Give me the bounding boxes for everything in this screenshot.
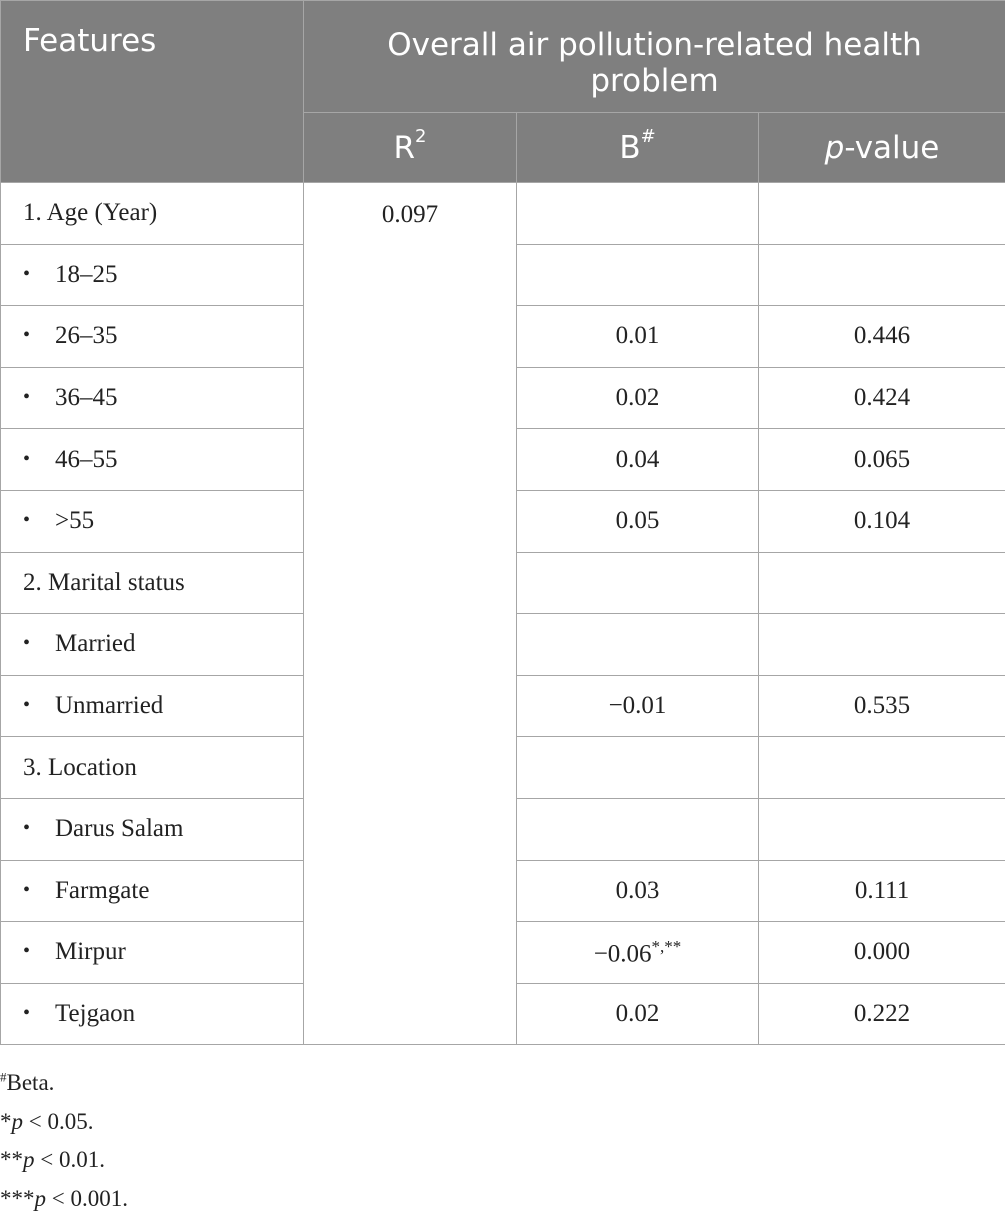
feature-label: 26–35 — [55, 322, 118, 350]
p-value-cell: 0.535 — [759, 675, 1005, 737]
beta-cell — [517, 367, 759, 429]
feature-cell — [1, 552, 304, 614]
feature-label: 3. Location — [23, 753, 137, 781]
bullet-icon: • — [23, 1002, 31, 1025]
feature-cell — [1, 306, 304, 368]
beta-value: 0.01 — [615, 322, 660, 350]
feature-label: Farmgate — [55, 876, 150, 904]
feature-label: 36–45 — [55, 384, 118, 412]
beta-cell — [517, 306, 759, 368]
bullet-icon: • — [23, 324, 31, 347]
p-value-cell — [759, 614, 1005, 676]
beta-cell — [517, 983, 759, 1045]
beta-cell — [517, 737, 759, 799]
table-body — [1, 183, 1005, 1045]
p-value-cell — [759, 183, 1005, 245]
p-value-cell: 0.111 — [759, 860, 1005, 922]
feature-cell — [1, 983, 304, 1045]
beta-value: 0.02 — [615, 1000, 660, 1028]
significance-marker: *,** — [651, 936, 682, 956]
beta-value: 0.02 — [615, 384, 660, 412]
beta-value: 0.04 — [615, 445, 660, 473]
beta-value: 0.03 — [615, 876, 660, 904]
p-value-cell — [759, 737, 1005, 799]
p-value-cell: 0.446 — [759, 306, 1005, 368]
r2-value-cell: 0.097 — [304, 183, 517, 1045]
feature-label: Tejgaon — [55, 1000, 136, 1028]
bullet-icon: • — [23, 447, 31, 470]
beta-cell — [517, 244, 759, 306]
feature-cell — [1, 614, 304, 676]
feature-label: Mirpur — [55, 938, 126, 966]
bullet-icon: • — [23, 262, 31, 285]
p-value-header: p-value — [759, 113, 1005, 183]
p-value-cell: 0.065 — [759, 429, 1005, 491]
beta-value: 0.05 — [615, 507, 660, 535]
feature-label: Unmarried — [55, 692, 164, 720]
feature-cell — [1, 429, 304, 491]
p-value-cell — [759, 798, 1005, 860]
feature-cell — [1, 860, 304, 922]
p-value-cell: 0.104 — [759, 490, 1005, 552]
footnote-p001: ***p < 0.001. — [0, 1185, 128, 1211]
table-row — [1, 183, 1005, 245]
footnotes — [0, 1064, 128, 1218]
beta-value: −0.01 — [608, 692, 667, 720]
bullet-icon: • — [23, 940, 31, 963]
beta-cell — [517, 614, 759, 676]
footnote-p05: *p < 0.05. — [0, 1108, 94, 1134]
beta-cell — [517, 490, 759, 552]
feature-cell — [1, 367, 304, 429]
p-value-cell: 0.000 — [759, 922, 1005, 984]
p-value-cell — [759, 244, 1005, 306]
footnote-p01: **p < 0.01. — [0, 1147, 105, 1173]
feature-label: 18–25 — [55, 260, 118, 288]
feature-label: Darus Salam — [55, 815, 184, 843]
bullet-icon: • — [23, 694, 31, 717]
bullet-icon: • — [23, 386, 31, 409]
beta-cell — [517, 552, 759, 614]
feature-cell — [1, 737, 304, 799]
beta-header: B# — [517, 113, 759, 183]
feature-cell — [1, 922, 304, 984]
feature-label: 2. Marital status — [23, 568, 185, 596]
footnote-beta: #Beta. — [0, 1069, 55, 1095]
beta-value: −0.06 — [593, 940, 652, 968]
feature-label: 46–55 — [55, 445, 118, 473]
beta-cell — [517, 429, 759, 491]
bullet-icon: • — [23, 509, 31, 532]
p-value-cell: 0.222 — [759, 983, 1005, 1045]
beta-cell — [517, 922, 759, 984]
feature-cell — [1, 798, 304, 860]
bullet-icon: • — [23, 632, 31, 655]
feature-cell — [1, 675, 304, 737]
r2-header: $R^2$ — [304, 113, 517, 183]
feature-label: Married — [55, 630, 136, 658]
feature-label: >55 — [55, 507, 95, 535]
beta-cell — [517, 675, 759, 737]
beta-cell — [517, 183, 759, 245]
overall-header: Overall air pollution-related health problem — [304, 1, 1005, 113]
feature-cell — [1, 490, 304, 552]
feature-cell — [1, 183, 304, 245]
beta-cell — [517, 860, 759, 922]
p-value-cell: 0.424 — [759, 367, 1005, 429]
beta-cell — [517, 798, 759, 860]
features-header: Features — [1, 1, 304, 183]
bullet-icon: • — [23, 878, 31, 901]
feature-cell — [1, 244, 304, 306]
p-value-cell — [759, 552, 1005, 614]
bullet-icon: • — [23, 817, 31, 840]
feature-label: 1. Age (Year) — [23, 199, 158, 227]
